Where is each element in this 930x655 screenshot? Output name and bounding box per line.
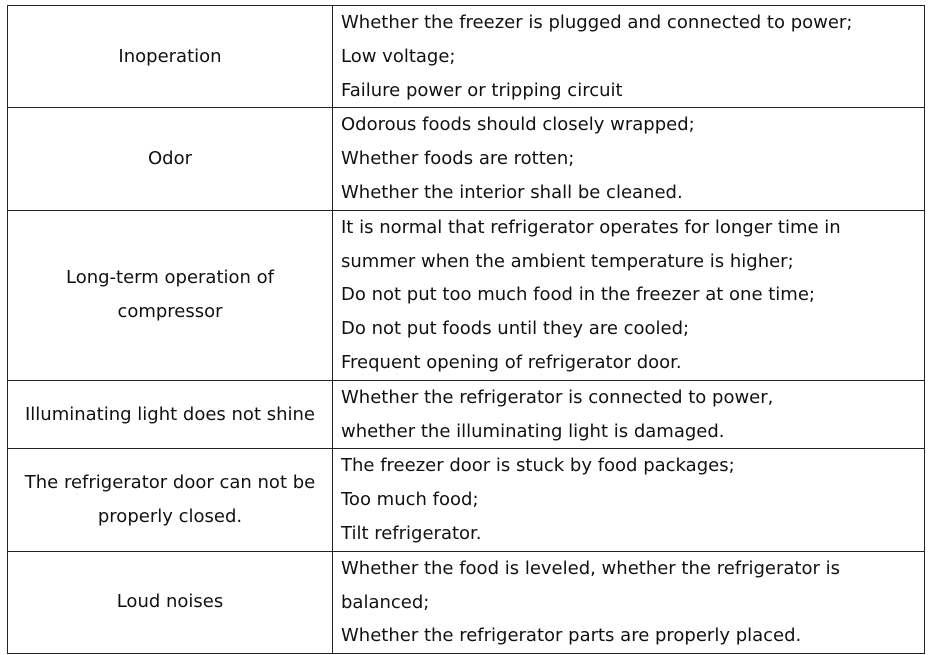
table-row — [8, 551, 925, 653]
problem-label: Illuminating light does not shine — [24, 403, 315, 425]
table-row — [8, 108, 925, 210]
solution-cell — [333, 6, 925, 108]
solution-line: Do not put foods until they are cooled; — [341, 318, 690, 340]
solution-cell — [333, 108, 925, 210]
table-row — [8, 6, 925, 108]
solution-line: Whether the food is leveled, whether the refrigerator is — [341, 557, 841, 579]
problem-label: The refrigerator door can not be properly closed. — [24, 472, 316, 528]
problem-label: Long-term operation of compressor — [65, 267, 275, 323]
solution-line: whether the illuminating light is damaged. — [341, 420, 725, 442]
problem-cell — [8, 210, 333, 380]
solution-line: Whether the refrigerator parts are properly placed. — [341, 625, 802, 647]
solution-line: The freezer door is stuck by food packages; — [341, 455, 735, 477]
solution-line: Odorous foods should closely wrapped; — [341, 114, 695, 136]
problem-label: Odor — [147, 148, 192, 170]
problem-cell — [8, 551, 333, 653]
problem-cell — [8, 449, 333, 551]
troubleshooting-table — [7, 5, 925, 654]
solution-line: Whether the interior shall be cleaned. — [341, 181, 683, 203]
solution-cell — [333, 551, 925, 653]
solution-cell — [333, 449, 925, 551]
problem-cell — [8, 6, 333, 108]
solution-line: summer when the ambient temperature is higher; — [341, 250, 794, 272]
solution-line: Do not put too much food in the freezer at one time; — [341, 284, 815, 306]
solution-line: Whether the freezer is plugged and connected to power; — [341, 12, 853, 33]
problem-label: Loud noises — [116, 591, 224, 613]
problem-label: Inoperation — [118, 45, 222, 67]
solution-line: It is normal that refrigerator operates for longer time in — [341, 216, 841, 238]
solution-cell — [333, 380, 925, 449]
table-row — [8, 449, 925, 551]
solution-line: Whether foods are rotten; — [341, 148, 575, 170]
solution-line: Tilt refrigerator. — [341, 522, 482, 544]
solution-line: Whether the refrigerator is connected to power, — [341, 386, 774, 408]
problem-cell — [8, 108, 333, 210]
solution-line: balanced; — [341, 591, 430, 613]
solution-line: Too much food; — [341, 489, 479, 511]
solution-line: Failure power or tripping circuit — [341, 79, 623, 101]
table-row — [8, 210, 925, 380]
solution-cell — [333, 210, 925, 380]
problem-cell — [8, 380, 333, 449]
solution-line: Frequent opening of refrigerator door. — [341, 351, 682, 373]
table-row — [8, 380, 925, 449]
solution-line: Low voltage; — [341, 45, 456, 67]
